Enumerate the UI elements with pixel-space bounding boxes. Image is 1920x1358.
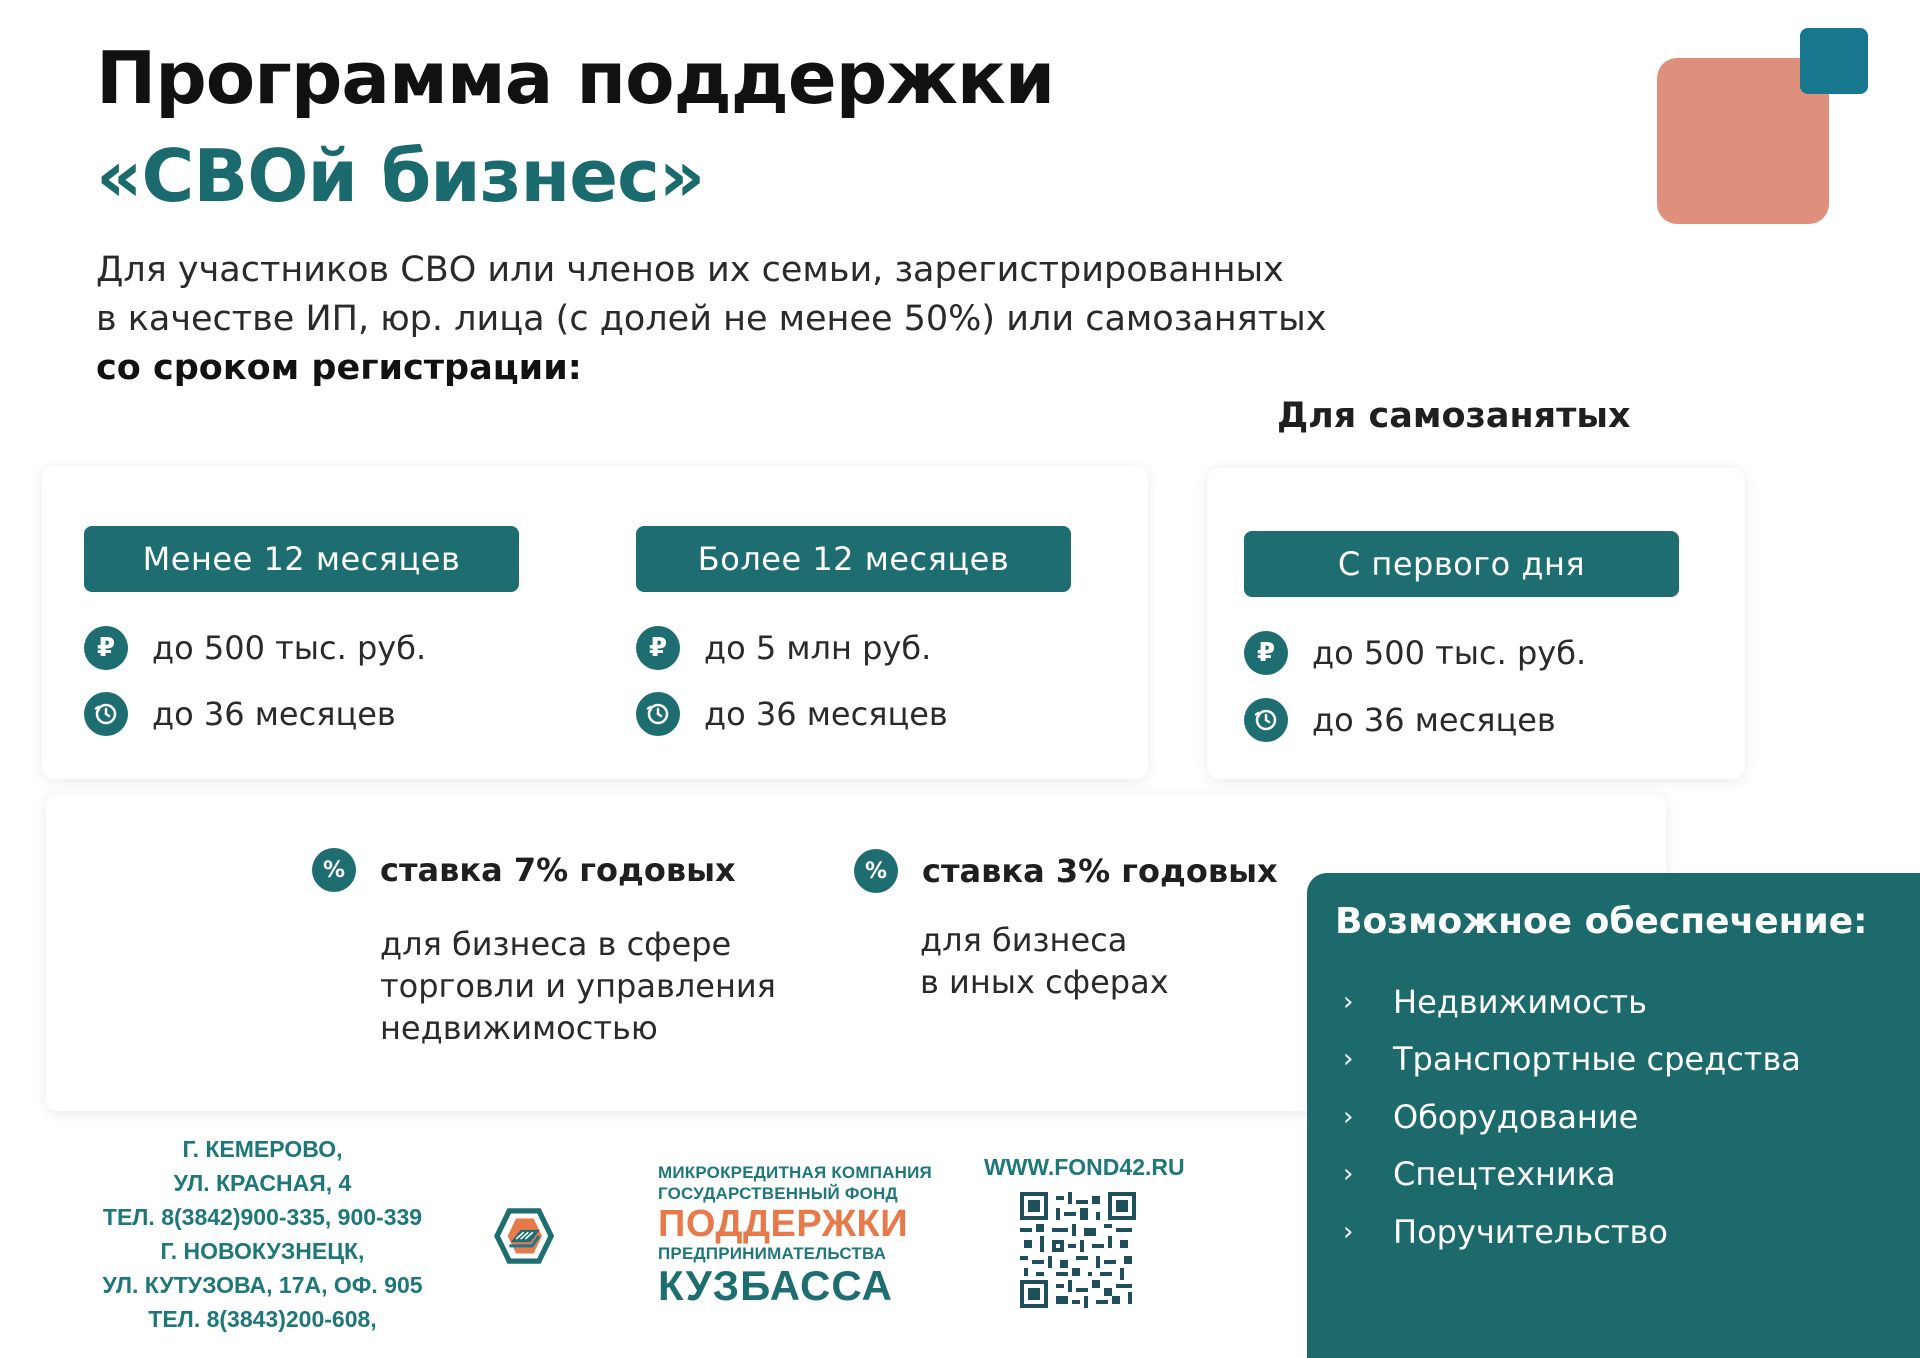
logo-line: ПРЕДПРИНИМАТЕЛЬСТВА — [658, 1244, 887, 1263]
chevron-right-icon: › — [1343, 1101, 1354, 1132]
logo-line: КУЗБАССА — [658, 1262, 893, 1309]
first-day-amount — [1244, 631, 1586, 675]
address-line: Г. КЕМЕРОВО, — [182, 1136, 343, 1162]
amount-text: до 500 тыс. руб. — [1312, 634, 1587, 672]
registration-terms-card — [42, 466, 1148, 779]
clock-icon — [84, 692, 128, 736]
rate-7-desc-line: недвижимостью — [380, 1009, 658, 1047]
intro-line-bold: со сроком регистрации: — [96, 348, 582, 388]
list-item — [1343, 973, 1801, 1031]
more-12-months-label: Более 12 месяцев — [636, 526, 1071, 592]
term-text: до 36 месяцев — [704, 695, 948, 733]
chevron-right-icon: › — [1343, 1044, 1354, 1075]
rate-7-title: ставка 7% годовых — [380, 851, 736, 889]
rate-7-description — [380, 923, 776, 1049]
logo-line: ПОДДЕРЖКИ — [658, 1203, 909, 1245]
clock-icon — [1244, 698, 1288, 742]
list-item — [1343, 1203, 1801, 1261]
contact-address — [70, 1132, 455, 1336]
list-item — [1343, 1088, 1801, 1146]
rate-3-title: ставка 3% годовых — [922, 852, 1278, 890]
phone-line[interactable]: ТЕЛ. 8(3842)900-335, 900-339 — [102, 1204, 423, 1230]
first-day-term — [1244, 698, 1556, 742]
first-day-label: С первого дня — [1244, 531, 1679, 597]
ruble-icon: ₽ — [1244, 631, 1288, 675]
decorative-square-blue — [1800, 28, 1868, 94]
rate-3-description — [920, 919, 1169, 1003]
address-line: УЛ. КРАСНАЯ, 4 — [173, 1170, 352, 1196]
logo-line: ГОСУДАРСТВЕННЫЙ ФОНД — [658, 1184, 898, 1203]
address-line: Г. НОВОКУЗНЕЦК, — [160, 1238, 365, 1264]
amount-text: до 500 тыс. руб. — [152, 629, 427, 667]
rate-3-heading — [854, 849, 1278, 893]
intro-line: в качестве ИП, юр. лица (с долей не менее 50%) или самозанятых — [96, 299, 1327, 339]
rate-7-desc-line: для бизнеса в сфере — [380, 925, 732, 963]
phone-line[interactable]: ТЕЛ. 8(3843)200-608, — [148, 1306, 377, 1332]
page-title-line-1: Программа поддержки — [96, 36, 1055, 120]
intro-paragraph — [96, 246, 1496, 393]
rate-3-desc-line: для бизнеса — [920, 921, 1128, 959]
fund-logo-text — [658, 1162, 932, 1308]
fund-logo-emblem — [494, 1162, 654, 1310]
address-line: УЛ. КУТУЗОВА, 17А, ОФ. 905 — [102, 1272, 423, 1298]
term-text: до 36 месяцев — [1312, 701, 1556, 739]
list-item — [1343, 1146, 1801, 1204]
less-12-amount — [84, 626, 426, 670]
collateral-list — [1343, 973, 1801, 1261]
rate-3-desc-line: в иных сферах — [920, 963, 1169, 1001]
self-employed-card — [1207, 468, 1745, 779]
collateral-item-label: Спецтехника — [1393, 1155, 1616, 1194]
chevron-right-icon: › — [1343, 1216, 1354, 1247]
collateral-panel — [1307, 873, 1920, 1358]
qr-code[interactable] — [1020, 1192, 1136, 1308]
intro-line: Для участников СВО или членов их семьи, зарегистрированных — [96, 250, 1284, 290]
list-item — [1343, 1031, 1801, 1089]
amount-text: до 5 млн руб. — [704, 629, 932, 667]
less-12-term — [84, 692, 396, 736]
page-title-line-2: «СВОй бизнес» — [96, 134, 705, 218]
rate-7-heading — [312, 848, 736, 892]
logo-line: МИКРОКРЕДИТНАЯ КОМПАНИЯ — [658, 1163, 932, 1182]
collateral-item-label: Недвижимость — [1393, 982, 1647, 1021]
collateral-item-label: Оборудование — [1393, 1097, 1639, 1136]
self-employed-heading: Для самозанятых — [1277, 396, 1631, 436]
ruble-icon: ₽ — [636, 626, 680, 670]
percent-icon: % — [854, 849, 898, 893]
collateral-heading: Возможное обеспечение: — [1335, 901, 1868, 942]
ruble-icon: ₽ — [84, 626, 128, 670]
rate-7-desc-line: торговли и управления — [380, 967, 776, 1005]
chevron-right-icon: › — [1343, 986, 1354, 1017]
collateral-item-label: Поручительство — [1393, 1212, 1668, 1251]
term-text: до 36 месяцев — [152, 695, 396, 733]
more-12-term — [636, 692, 948, 736]
more-12-amount — [636, 626, 931, 670]
percent-icon: % — [312, 848, 356, 892]
less-12-months-label: Менее 12 месяцев — [84, 526, 519, 592]
collateral-item-label: Транспортные средства — [1393, 1040, 1801, 1079]
chevron-right-icon: › — [1343, 1159, 1354, 1190]
website-link[interactable]: WWW.FOND42.RU — [984, 1154, 1185, 1180]
clock-icon — [636, 692, 680, 736]
